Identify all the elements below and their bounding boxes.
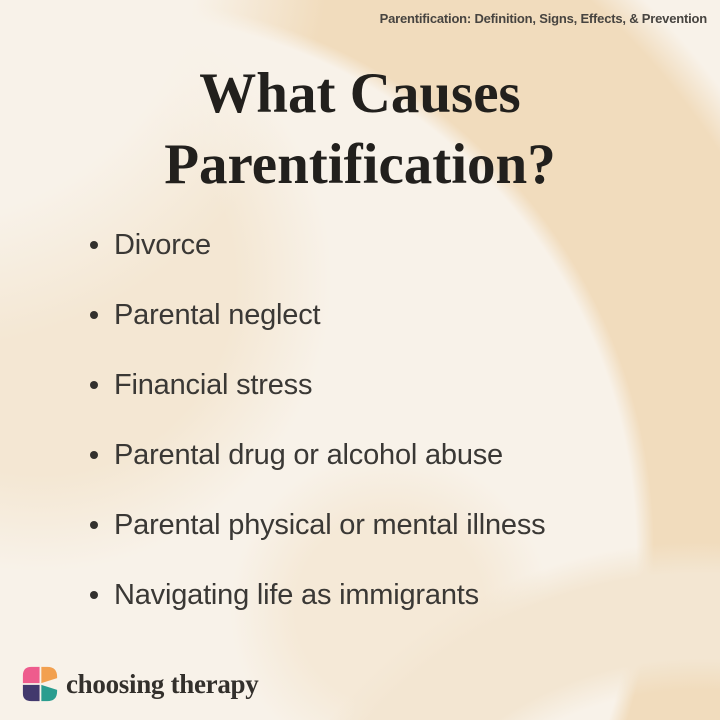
cause-label: Parental neglect: [114, 299, 321, 331]
bullet-dot: [90, 451, 98, 459]
cause-label: Parental drug or alcohol abuse: [114, 439, 503, 471]
bullet-dot: [90, 521, 98, 529]
bullet-dot: [90, 591, 98, 599]
cause-label: Divorce: [114, 229, 211, 261]
topic-header: Parentification: Definition, Signs, Effects, & Prevention: [379, 11, 707, 26]
cause-label: Financial stress: [114, 369, 313, 401]
logo-petal-teal: [41, 685, 57, 701]
page-title: [0, 58, 720, 200]
brand-footer: [22, 666, 258, 702]
logo-petal-pink: [23, 667, 40, 683]
list-item: [90, 577, 545, 613]
logo-petal-indigo: [23, 685, 40, 701]
logo-petal-orange: [41, 667, 57, 683]
cause-label: Parental physical or mental illness: [114, 509, 546, 541]
list-item: [90, 507, 545, 543]
bullet-dot: [90, 381, 98, 389]
causes-list: [90, 227, 545, 647]
list-item: [90, 227, 545, 263]
cause-label: Navigating life as immigrants: [114, 579, 479, 611]
brand-name: choosing therapy: [66, 668, 259, 699]
list-item: [90, 367, 545, 403]
list-item: [90, 437, 545, 473]
choosing-therapy-logo-icon: [22, 666, 58, 702]
bullet-dot: [90, 311, 98, 319]
bullet-dot: [90, 241, 98, 249]
title-line-1: What Causes: [199, 62, 521, 125]
list-item: [90, 297, 545, 333]
title-line-2: Parentification?: [164, 133, 556, 196]
